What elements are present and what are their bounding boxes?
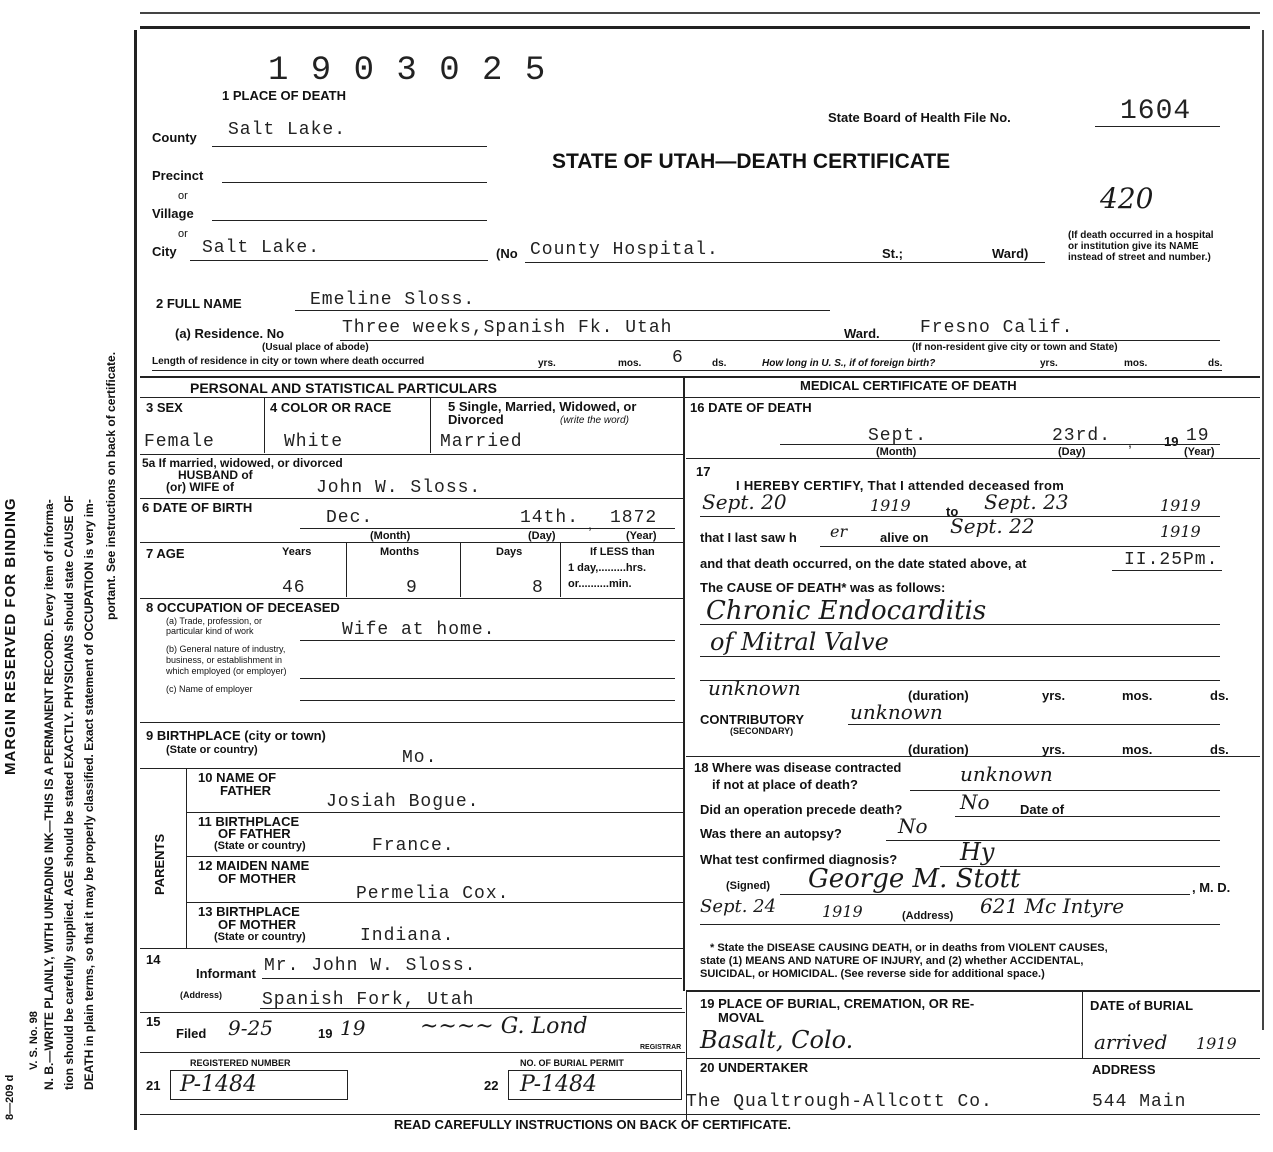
duration2-ds: ds. xyxy=(1210,742,1229,757)
medical-bottom-rule xyxy=(686,990,1260,992)
occ-b-3: which employed (or employer) xyxy=(166,666,287,676)
mother-value: Permelia Cox. xyxy=(356,884,510,904)
birthplace-label: 9 BIRTHPLACE (city or town) xyxy=(146,728,326,743)
filed-label: Filed xyxy=(176,1026,207,1041)
autopsy-value: No xyxy=(898,814,928,838)
notice-line-3: DEATH in plain terms, so that it may be properly classified. Exact statement of OCCUPATION is very im- xyxy=(82,499,96,1090)
sex-color-divider xyxy=(264,398,265,453)
death-comma: , xyxy=(1128,434,1132,450)
death-day-label: (Day) xyxy=(1058,446,1086,458)
registrar-signature: ~~~~ G. Lond xyxy=(420,1014,588,1039)
certify-text: I HEREBY CERTIFY, That I attended deceased from xyxy=(736,478,1065,493)
father-value: Josiah Bogue. xyxy=(326,792,480,812)
age-label: 7 AGE xyxy=(146,546,185,561)
father-bp-rule xyxy=(186,856,683,857)
father-label-1: 10 NAME OF xyxy=(198,770,277,785)
age-div-2 xyxy=(460,542,461,597)
age-less-1: If LESS than xyxy=(590,546,655,558)
burial-year: 1919 xyxy=(1196,1034,1237,1053)
autopsy-line xyxy=(886,840,1220,841)
length-residence-label: Length of residence in city or town where death occurred xyxy=(152,356,425,367)
contracted-value: unknown xyxy=(960,762,1053,786)
duration-yrs: yrs. xyxy=(1042,688,1066,703)
death-day: 23rd. xyxy=(1052,426,1112,446)
footnote-3: SUICIDAL, or HOMICIDAL. (See reverse side for additional space.) xyxy=(700,968,1045,980)
mother-label-2: OF MOTHER xyxy=(218,871,296,886)
dob-day-label: (Day) xyxy=(528,530,556,542)
to-label: to xyxy=(946,504,959,519)
father-bp-label-2: OF FATHER xyxy=(218,826,291,841)
how-long-ds: ds. xyxy=(1208,358,1223,369)
occupation-label: 8 OCCUPATION OF DECEASED xyxy=(146,600,340,615)
notice-line-4: portant. See instructions on back of certificate. xyxy=(104,351,118,620)
duration-ds: ds. xyxy=(1210,688,1229,703)
mother-bp-label-1: 13 BIRTHPLACE xyxy=(198,904,300,919)
cause-section-rule xyxy=(686,756,1260,757)
test-value: Hy xyxy=(960,838,995,866)
physician-signature: George M. Stott xyxy=(808,864,1021,894)
county-label: County xyxy=(152,130,197,145)
spouse-label-1: 5a If married, widowed, or divorced xyxy=(142,456,343,470)
undertaker-address-label: ADDRESS xyxy=(1092,1062,1156,1077)
certificate-title: STATE OF UTAH—DEATH CERTIFICATE xyxy=(552,150,951,173)
last-saw-year: 1919 xyxy=(1160,522,1201,541)
length-line xyxy=(152,370,1222,371)
city-value: Salt Lake. xyxy=(202,238,321,258)
operation-line xyxy=(955,816,1220,817)
informant-address-value: Spanish Fork, Utah xyxy=(262,990,475,1010)
margin-line xyxy=(134,30,137,1130)
residence-value: Three weeks,Spanish Fk. Utah xyxy=(342,318,673,338)
cause-rule-1 xyxy=(700,624,1220,625)
local-number: 420 xyxy=(1100,182,1154,215)
death-month: Sept. xyxy=(868,426,928,446)
street-line xyxy=(525,262,1045,263)
signed-address: 621 Mc Intyre xyxy=(980,894,1125,918)
city-label: City xyxy=(152,244,177,259)
date-of-death-label: 16 DATE OF DEATH xyxy=(690,400,812,415)
occupation-value: Wife at home. xyxy=(342,620,496,640)
occ-b-2: business, or establishment in xyxy=(166,655,283,665)
burial-permit-value: P-1484 xyxy=(520,1072,598,1097)
age-rule xyxy=(140,598,683,599)
dob-line xyxy=(300,528,675,529)
operation-date-label: Date of xyxy=(1020,802,1065,817)
full-name-line xyxy=(295,310,830,311)
undertaker-label: 20 UNDERTAKER xyxy=(700,1060,809,1075)
length-yrs-label: yrs. xyxy=(538,358,556,369)
contracted-line xyxy=(910,790,1220,791)
nonresident-note: (If non-resident give city or town and State) xyxy=(912,342,1118,353)
length-mos-label: mos. xyxy=(618,358,642,369)
street-value: County Hospital. xyxy=(530,240,719,260)
birthplace-value: Mo. xyxy=(402,748,438,768)
signed-address-label: (Address) xyxy=(902,910,954,922)
informant-value: Mr. John W. Sloss. xyxy=(264,956,477,976)
informant-number: 14 xyxy=(146,952,161,967)
secondary-label: (SECONDARY) xyxy=(730,726,794,736)
file-no: 1604 xyxy=(1120,96,1192,127)
county-line xyxy=(212,146,487,147)
age-months-label: Months xyxy=(380,546,420,558)
reg-num-label: REGISTERED NUMBER xyxy=(190,1058,291,1068)
residence-ward-value: Fresno Calif. xyxy=(920,318,1074,338)
filed-rule xyxy=(140,1052,685,1053)
duration2-mos: mos. xyxy=(1122,742,1153,757)
age-years-value: 46 xyxy=(282,578,306,598)
filed-year: 19 xyxy=(340,1016,366,1040)
last-saw-date: Sept. 22 xyxy=(950,514,1035,538)
cause-rule-2 xyxy=(700,656,1220,657)
item-18-label: 18 Where was disease contracted xyxy=(694,760,902,775)
dob-day: 14th. xyxy=(520,508,580,528)
last-saw-label: that I last saw h xyxy=(700,530,797,545)
informant-address-label: (Address) xyxy=(180,990,223,1000)
mother-bp-value: Indiana. xyxy=(360,926,455,946)
date-death-rule xyxy=(686,458,1260,459)
burial-date-value: arrived xyxy=(1094,1030,1168,1054)
father-bp-value: France. xyxy=(372,836,455,856)
last-saw-line xyxy=(820,546,1220,547)
informant-rule xyxy=(140,1012,685,1013)
county-value: Salt Lake. xyxy=(228,120,347,140)
occ-a-1: (a) Trade, profession, or xyxy=(166,616,263,626)
death-date-line xyxy=(780,444,1220,445)
how-long-label: How long in U. S., if of foreign birth? xyxy=(762,358,936,369)
section-divider xyxy=(683,376,685,991)
sex-label: 3 SEX xyxy=(146,400,183,415)
burial-place-label-2: MOVAL xyxy=(718,1010,764,1025)
age-div-1 xyxy=(346,542,347,597)
autopsy-label: Was there an autopsy? xyxy=(700,826,842,841)
village-label: Village xyxy=(152,206,194,221)
death-time: II.25Pm. xyxy=(1124,550,1219,570)
father-label-2: FATHER xyxy=(220,783,272,798)
full-name-value: Emeline Sloss. xyxy=(310,290,476,310)
age-days-label: Days xyxy=(496,546,523,558)
death-month-label: (Month) xyxy=(876,446,917,458)
dob-year: 1872 xyxy=(610,508,658,528)
father-bp-label-1: 11 BIRTHPLACE xyxy=(198,814,300,829)
precinct-label: Precinct xyxy=(152,168,204,183)
duration2-label: (duration) xyxy=(908,742,969,757)
signed-year: 1919 xyxy=(822,902,863,921)
registrar-label: REGISTRAR xyxy=(640,1044,682,1051)
top-border-2 xyxy=(140,12,1260,14)
dob-label: 6 DATE OF BIRTH xyxy=(142,500,253,515)
footnote-2: state (1) MEANS AND NATURE OF INJURY, and (2) whether ACCIDENTAL, xyxy=(700,955,1084,967)
death-year-label: (Year) xyxy=(1184,446,1215,458)
attended-to: Sept. 23 xyxy=(984,490,1069,514)
filed-number: 15 xyxy=(146,1014,161,1029)
burial-permit-prefix: 22 xyxy=(484,1078,499,1093)
father-rule xyxy=(186,812,683,813)
burial-date-label: DATE of BURIAL xyxy=(1090,998,1194,1013)
precinct-line xyxy=(222,182,487,183)
md-label: , M. D. xyxy=(1192,880,1231,895)
burial-rule xyxy=(686,1058,1260,1059)
footer-instructions: READ CAREFULLY INSTRUCTIONS ON BACK OF CERTIFICATE. xyxy=(394,1117,791,1132)
street-st-label: St.; xyxy=(882,246,903,261)
spouse-label-2: HUSBAND of xyxy=(178,468,253,482)
notice-line-2: tion should be carefully supplied. AGE should be stated EXACTLY. PHYSICIANS should state CAUSE OF xyxy=(62,495,76,1090)
burial-place-label-1: 19 PLACE OF BURIAL, CREMATION, OR RE- xyxy=(700,996,975,1011)
dob-month-label: (Month) xyxy=(370,530,411,542)
contributory-label: CONTRIBUTORY xyxy=(700,712,804,727)
occupation-rule xyxy=(140,722,683,723)
burial-divider xyxy=(1082,990,1083,1058)
age-less-2: 1 day,.........hrs. xyxy=(568,562,647,574)
spouse-value: John W. Sloss. xyxy=(316,478,482,498)
undertaker-value: The Qualtrough-Allcott Co. xyxy=(686,1092,993,1112)
binding-margin-text: MARGIN RESERVED FOR BINDING xyxy=(2,497,19,775)
marital-label: 5 Single, Married, Widowed, or Divorced xyxy=(448,399,637,427)
burial-place-value: Basalt, Colo. xyxy=(700,1026,854,1054)
length-ds-label: ds. xyxy=(712,358,727,369)
form-number: V. S. No. 98 xyxy=(28,1011,40,1070)
or-text-2: or xyxy=(178,228,188,240)
how-long-yrs: yrs. xyxy=(1040,358,1058,369)
occ-a-2: particular kind of work xyxy=(166,626,254,636)
mother-bp-label-2: OF MOTHER xyxy=(218,917,296,932)
mother-bp-label-3: (State or country) xyxy=(214,931,306,943)
marital-value: Married xyxy=(440,432,523,452)
sex-value: Female xyxy=(144,432,215,452)
item-18-sub: if not at place of death? xyxy=(712,777,858,792)
informant-label: Informant xyxy=(196,966,256,981)
duration-label: (duration) xyxy=(908,688,969,703)
age-less-3: or..........min. xyxy=(568,578,632,590)
top-border xyxy=(140,26,1250,29)
file-no-label: State Board of Health File No. xyxy=(828,110,1011,125)
contributory-value: unknown xyxy=(850,700,943,724)
age-days-value: 8 xyxy=(532,578,544,598)
operation-label: Did an operation precede death? xyxy=(700,802,903,817)
filed-year-prefix: 19 xyxy=(318,1026,333,1041)
place-of-death-label: 1 PLACE OF DEATH xyxy=(222,88,346,103)
parents-rule xyxy=(140,948,683,949)
birthplace-rule xyxy=(140,768,683,769)
street-no-label: (No xyxy=(496,246,518,261)
dob-rule xyxy=(140,542,683,543)
informant-address-line xyxy=(260,1008,682,1009)
how-long-mos: mos. xyxy=(1124,358,1148,369)
abode-note: (Usual place of abode) xyxy=(262,342,369,353)
death-year-prefix: 19 xyxy=(1164,434,1179,449)
sex-row-rule xyxy=(140,454,683,455)
last-saw-pronoun: er xyxy=(830,522,848,541)
filed-date: 9-25 xyxy=(228,1016,273,1040)
mother-label-1: 12 MAIDEN NAME xyxy=(198,858,310,873)
mother-rule xyxy=(186,902,683,903)
duration-value: unknown xyxy=(708,676,801,700)
personal-section-title: PERSONAL AND STATISTICAL PARTICULARS xyxy=(190,380,497,396)
test-label: What test confirmed diagnosis? xyxy=(700,852,898,867)
age-div-3 xyxy=(560,542,561,597)
parents-label: PARENTS xyxy=(152,833,167,895)
undertaker-address-value: 544 Main xyxy=(1092,1092,1187,1112)
section-title-rule xyxy=(140,397,1260,398)
full-name-label: 2 FULL NAME xyxy=(156,296,242,311)
color-marital-divider xyxy=(430,398,431,453)
occupation-line xyxy=(300,640,675,641)
burial-permit-label: NO. OF BURIAL PERMIT xyxy=(520,1058,624,1068)
certificate-number: 1 9 0 3 0 2 5 xyxy=(268,52,547,90)
right-edge xyxy=(1262,30,1264,1030)
informant-line xyxy=(262,978,682,979)
parents-divider xyxy=(186,768,187,948)
birthplace-sub: (State or country) xyxy=(166,744,258,756)
color-label: 4 COLOR OR RACE xyxy=(270,400,392,415)
section-top-rule xyxy=(140,376,1260,378)
residence-label: (a) Residence. No xyxy=(175,326,285,341)
color-value: White xyxy=(284,432,344,452)
signed-date: Sept. 24 xyxy=(700,896,777,917)
form-code: 8—209 d xyxy=(4,1074,16,1120)
item-17-label: 17 xyxy=(696,464,711,479)
contributory-line xyxy=(848,724,1220,725)
footer-rule xyxy=(140,1114,1260,1115)
signed-label: (Signed) xyxy=(726,880,770,892)
death-year: 19 xyxy=(1186,426,1210,446)
operation-value: No xyxy=(960,790,990,814)
reg-num-prefix: 21 xyxy=(146,1078,161,1093)
length-mos-value: 6 xyxy=(672,348,684,368)
residence-line xyxy=(340,340,1220,341)
dob-comma: , xyxy=(588,516,592,532)
death-time-line xyxy=(1112,570,1222,571)
death-occurred-label: and that death occurred, on the date stated above, at xyxy=(700,556,1027,571)
notice-line-1: N. B.—WRITE PLAINLY, WITH UNFADING INK—THIS IS A PERMANENT RECORD. Every item of informa- xyxy=(42,499,56,1090)
reg-num-value: P-1484 xyxy=(180,1072,258,1097)
duration-mos: mos. xyxy=(1122,688,1153,703)
dob-year-label: (Year) xyxy=(626,530,657,542)
alive-on-label: alive on xyxy=(880,530,929,545)
signed-address-line xyxy=(700,924,1220,925)
dob-month: Dec. xyxy=(326,508,374,528)
village-line xyxy=(212,220,487,221)
age-months-value: 9 xyxy=(406,578,418,598)
occ-b-line xyxy=(300,678,675,679)
city-line xyxy=(190,260,488,261)
hospital-note: (If death occurred in a hospital or institution give its NAME instead of street and number.) xyxy=(1068,230,1214,263)
occ-c: (c) Name of employer xyxy=(166,684,253,694)
occ-c-line xyxy=(300,700,675,701)
file-no-line xyxy=(1095,126,1220,127)
cause-line-1: Chronic Endocarditis xyxy=(706,596,987,626)
attended-from-year: 1919 xyxy=(870,496,911,515)
marital-note: (write the word) xyxy=(560,415,629,426)
attended-to-year: 1919 xyxy=(1160,496,1201,515)
residence-ward-label: Ward. xyxy=(844,326,880,341)
footnote-1: * State the DISEASE CAUSING DEATH, or in deaths from VIOLENT CAUSES, xyxy=(710,942,1108,954)
father-bp-label-3: (State or country) xyxy=(214,840,306,852)
duration2-yrs: yrs. xyxy=(1042,742,1066,757)
medical-section-title: MEDICAL CERTIFICATE OF DEATH xyxy=(800,378,1017,393)
or-text-1: or xyxy=(178,190,188,202)
spouse-rule xyxy=(140,498,683,499)
cause-label: The CAUSE OF DEATH* was as follows: xyxy=(700,580,946,595)
ward-label-top: Ward) xyxy=(992,246,1029,261)
spouse-label-3: (or) WIFE of xyxy=(166,480,234,494)
occ-b-1: (b) General nature of industry, xyxy=(166,644,286,654)
age-years-label: Years xyxy=(282,546,312,558)
cause-line-2: of Mitral Valve xyxy=(710,628,889,656)
attended-from: Sept. 20 xyxy=(702,490,787,514)
